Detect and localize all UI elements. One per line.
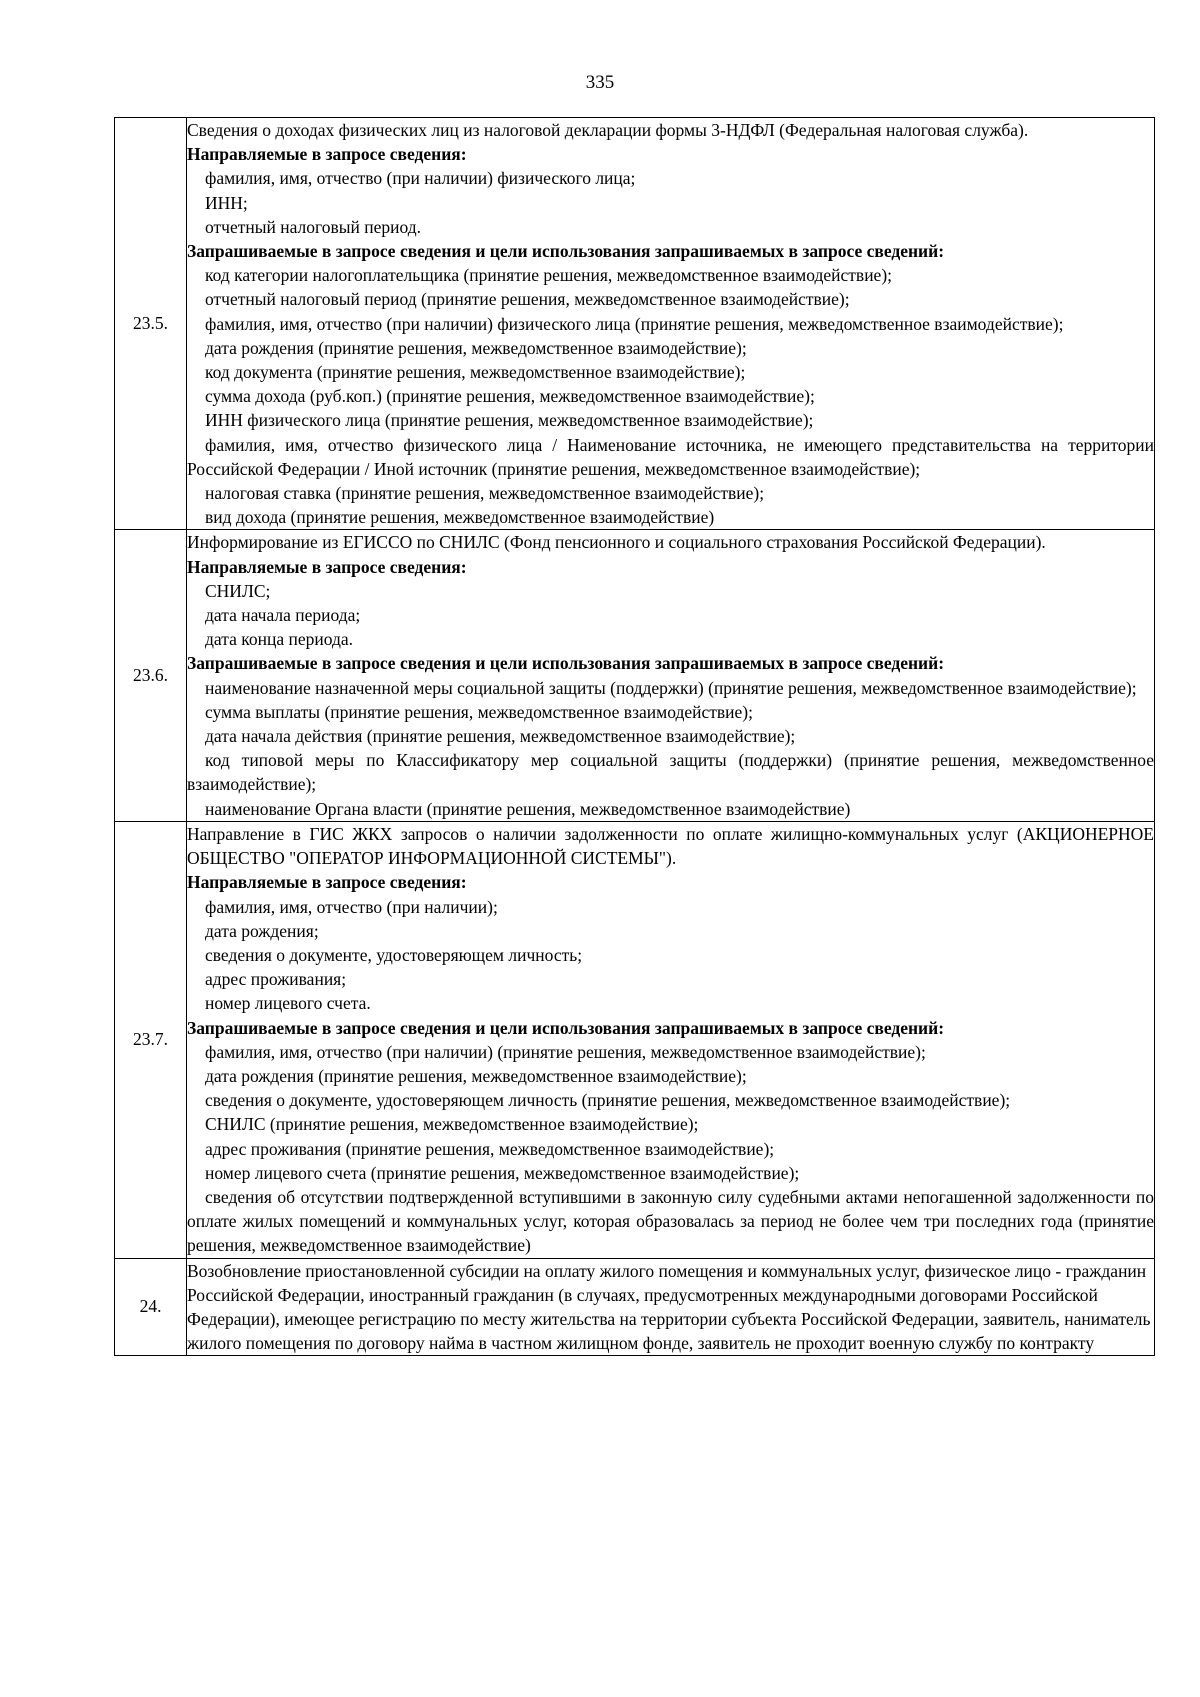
requested-item: наименование Органа власти (принятие решения, межведомственное взаимодействие) xyxy=(205,798,851,819)
requested-item: код документа (принятие решения, межведомственное взаимодействие); xyxy=(205,362,746,383)
sent-item: ИНН; xyxy=(205,192,248,213)
sent-item: СНИЛС; xyxy=(205,580,271,601)
requested-item: номер лицевого счета (принятие решения, межведомственное взаимодействие); xyxy=(205,1162,800,1183)
sent-item: отчетный налоговый период. xyxy=(205,216,422,237)
item-title: Сведения о доходах физических лиц из налоговой декларации формы 3-НДФЛ (Федеральная налоговая служба). xyxy=(187,120,1029,140)
requested-item: фамилия, имя, отчество (при наличии) физического лица (принятие решения, межведомственное взаимодействие); xyxy=(205,313,1064,334)
sent-item: номер лицевого счета. xyxy=(205,993,371,1014)
requested-item: фамилия, имя, отчество (при наличии) (принятие решения, межведомственное взаимодействие); xyxy=(205,1041,926,1062)
sent-heading: Направляемые в запросе сведения: xyxy=(187,144,467,165)
table-row xyxy=(115,1258,1155,1356)
sent-heading: Направляемые в запросе сведения: xyxy=(187,872,467,893)
item-number: 24. xyxy=(115,1258,187,1356)
item-title: Возобновление приостановленной субсидии на оплату жилого помещения и коммунальных услуг, физическое лицо - гражданин Российской Федерации, иностранный гражданин (в случаях, предусмотренных международными договорами Российской Федерации), имеющее регистрацию по месту жительства на территории субъекта Российской Федерации, заявитель, наниматель жилого помещения по договору найма в частном жилищном фонде, заявитель не проходит военную службу по контракту xyxy=(187,1260,1151,1354)
requested-item: дата рождения (принятие решения, межведомственное взаимодействие); xyxy=(205,1065,747,1086)
item-content xyxy=(187,1258,1155,1356)
requested-heading: Запрашиваемые в запросе сведения и цели использования запрашиваемых в запросе сведений: xyxy=(187,241,945,262)
requested-item: ИНН физического лица (принятие решения, межведомственное взаимодействие); xyxy=(205,410,814,431)
sent-heading: Направляемые в запросе сведения: xyxy=(187,556,467,577)
table-row xyxy=(115,530,1155,821)
sent-item: сведения о документе, удостоверяющем личность; xyxy=(205,944,583,965)
requested-item: дата рождения (принятие решения, межведомственное взаимодействие); xyxy=(205,337,747,358)
item-content xyxy=(187,821,1155,1258)
requested-item: код типовой меры по Классификатору мер социальной защиты (поддержки) (принятие решения, межведомственное взаимодействие); xyxy=(187,750,1154,795)
table-row xyxy=(115,821,1155,1258)
requested-item: фамилия, имя, отчество физического лица / Наименование источника, не имеющего представительства на территории Российской Федерации / Иной источник (принятие решения, межведомственное взаимодействие); xyxy=(187,434,1154,479)
requested-heading: Запрашиваемые в запросе сведения и цели использования запрашиваемых в запросе сведений: xyxy=(187,1017,945,1038)
requested-item: сведения об отсутствии подтвержденной вступившими в законную силу судебными актами непогашенной задолженности по оплате жилых помещений и коммунальных услуг, которая образовалась за период не более чем три последних года (принятие решения, межведомственное взаимодействие) xyxy=(187,1186,1154,1256)
sent-item: фамилия, имя, отчество (при наличии); xyxy=(205,896,498,917)
requested-heading: Запрашиваемые в запросе сведения и цели использования запрашиваемых в запросе сведений: xyxy=(187,653,945,674)
item-number: 23.6. xyxy=(115,530,187,821)
requested-item: адрес проживания (принятие решения, межведомственное взаимодействие); xyxy=(205,1138,775,1159)
sent-item: дата рождения; xyxy=(205,920,319,941)
item-title: Направление в ГИС ЖКХ запросов о наличии задолженности по оплате жилищно-коммунальных услуг (АКЦИОНЕРНОЕ ОБЩЕСТВО "ОПЕРАТОР ИНФОРМАЦИОННОЙ СИСТЕМЫ"). xyxy=(187,823,1154,869)
requested-item: сумма выплаты (принятие решения, межведомственное взаимодействие); xyxy=(205,701,753,722)
requested-item: налоговая ставка (принятие решения, межведомственное взаимодействие); xyxy=(205,483,765,504)
sent-item: адрес проживания; xyxy=(205,969,347,990)
services-table xyxy=(114,117,1155,1356)
item-title: Информирование из ЕГИССО по СНИЛС (Фонд пенсионного и социального страхования Российской Федерации). xyxy=(187,532,1046,553)
requested-item: сумма дохода (руб.коп.) (принятие решения, межведомственное взаимодействие); xyxy=(205,386,815,407)
sent-item: фамилия, имя, отчество (при наличии) физического лица; xyxy=(205,168,636,189)
item-content xyxy=(187,530,1155,821)
requested-item: дата начала действия (принятие решения, межведомственное взаимодействие); xyxy=(205,726,796,747)
table-row xyxy=(115,118,1155,530)
item-number: 23.5. xyxy=(115,118,187,530)
sent-item: дата конца периода. xyxy=(205,629,353,650)
requested-item: код категории налогоплательщика (принятие решения, межведомственное взаимодействие); xyxy=(205,265,893,286)
requested-item: наименование назначенной меры социальной защиты (поддержки) (принятие решения, межведомственное взаимодействие); xyxy=(205,677,1137,698)
requested-item: СНИЛС (принятие решения, межведомственное взаимодействие); xyxy=(205,1114,699,1135)
requested-item: сведения о документе, удостоверяющем личность (принятие решения, межведомственное взаимодействие); xyxy=(205,1090,1011,1111)
page-number: 335 xyxy=(585,72,615,93)
item-number: 23.7. xyxy=(115,821,187,1258)
item-content xyxy=(187,118,1155,530)
sent-item: дата начала периода; xyxy=(205,605,361,626)
requested-item: отчетный налоговый период (принятие решения, межведомственное взаимодействие); xyxy=(205,289,850,310)
requested-item: вид дохода (принятие решения, межведомственное взаимодействие) xyxy=(205,507,715,528)
